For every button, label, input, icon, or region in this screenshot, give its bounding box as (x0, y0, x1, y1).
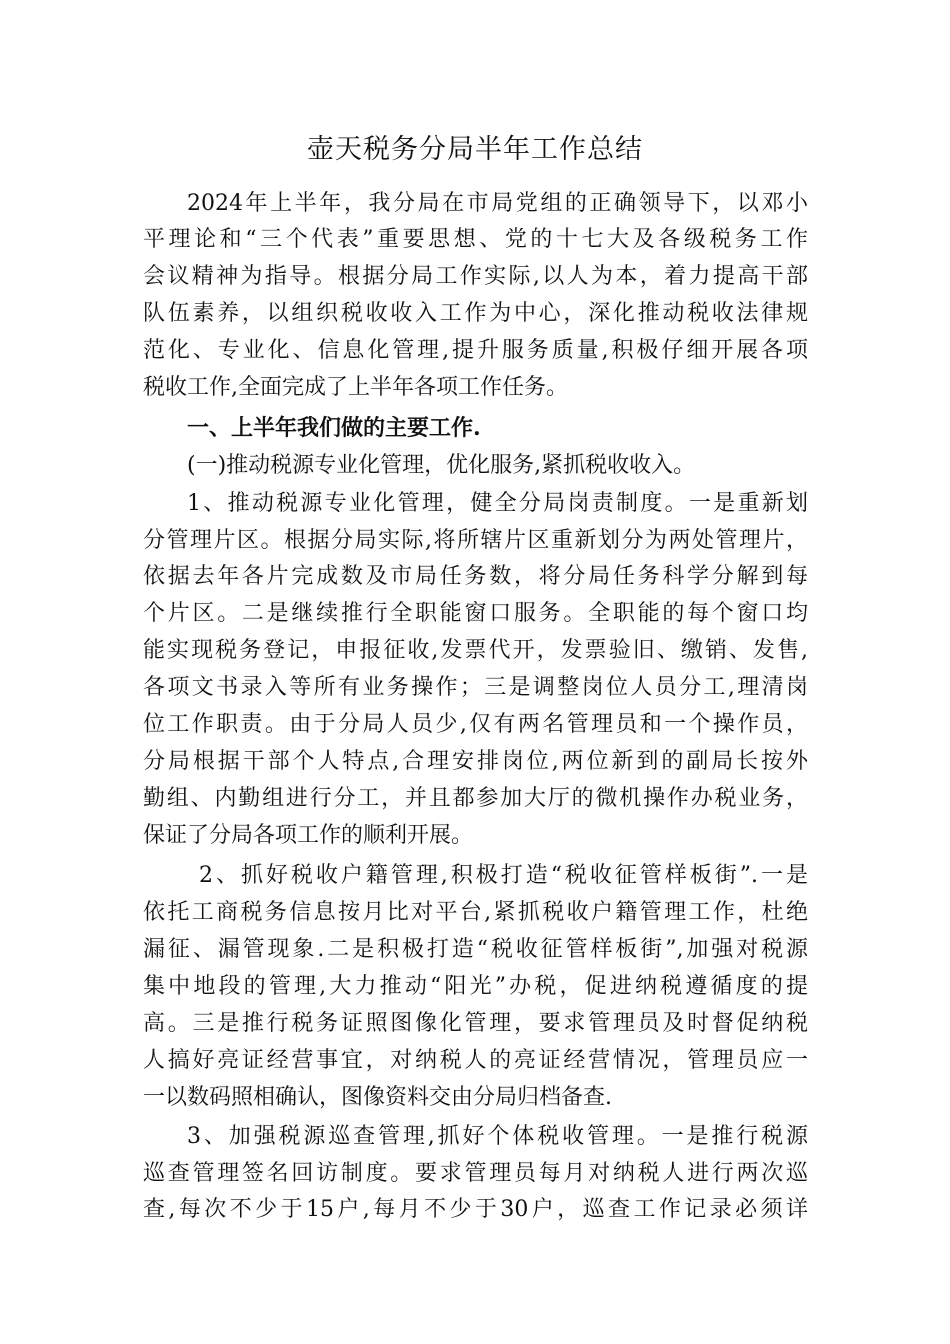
paragraph-line: 查,每次不少于15户,每月不少于30户，巡查工作记录必须详 (143, 1197, 808, 1222)
paragraph-line: 2、抓好税收户籍管理,积极打造“税收征管样板街”.一是 (199, 863, 808, 888)
paragraph-line: 各项文书录入等所有业务操作；三是调整岗位人员分工,理清岗 (143, 675, 808, 700)
paragraph-line: 集中地段的管理,大力推动“阳光”办税，促进纳税遵循度的提 (143, 974, 808, 999)
paragraph-line: 1、推动税源专业化管理，健全分局岗责制度。一是重新划 (187, 491, 808, 516)
paragraph-line: 勤组、内勤组进行分工，并且都参加大厅的微机操作办税业务， (143, 786, 808, 811)
paragraph-line: 巡查管理签名回访制度。要求管理员每月对纳税人进行两次巡 (143, 1161, 808, 1186)
document-title: 壶天税务分局半年工作总结 (307, 134, 643, 165)
paragraph-line: 会议精神为指导。根据分局工作实际,以人为本，着力提高干部 (143, 264, 808, 289)
paragraph-line: 平理论和“三个代表”重要思想、党的十七大及各级税务工作 (143, 227, 808, 252)
paragraph-line: 人搞好亮证经营事宜，对纳税人的亮证经营情况，管理员应一 (143, 1048, 808, 1073)
paragraph-line: 能实现税务登记，申报征收,发票代开，发票验旧、缴销、发售, (143, 638, 808, 663)
paragraph-line: 分局根据干部个人特点,合理安排岗位,两位新到的副局长按外 (143, 749, 808, 774)
paragraph-line: 分管理片区。根据分局实际,将所辖片区重新划分为两处管理片， (143, 528, 808, 553)
paragraph-line: 个片区。二是继续推行全职能窗口服务。全职能的每个窗口均 (143, 601, 808, 626)
paragraph-line: 队伍素养，以组织税收收入工作为中心，深化推动税收法律规 (143, 301, 808, 326)
paragraph-line: 保证了分局各项工作的顺利开展。 (143, 823, 474, 848)
paragraph-line: 范化、专业化、信息化管理,提升服务质量,积极仔细开展各项 (143, 338, 808, 363)
paragraph-line: 税收工作,全面完成了上半年各项工作任务。 (143, 375, 568, 400)
paragraph-line: 3、加强税源巡查管理,抓好个体税收管理。一是推行税源 (187, 1124, 808, 1149)
paragraph-line: 一以数码照相确认，图像资料交由分局归档备查. (143, 1085, 612, 1110)
paragraph-line: 2024年上半年，我分局在市局党组的正确领导下，以邓小 (187, 191, 808, 216)
paragraph-line: (一)推动税源专业化管理，优化服务,紧抓税收收入。 (187, 453, 696, 478)
paragraph-line: 高。三是推行税务证照图像化管理，要求管理员及时督促纳税 (143, 1011, 808, 1036)
paragraph-line: 依托工商税务信息按月比对平台,紧抓税收户籍管理工作，杜绝 (143, 900, 808, 925)
paragraph-line: 漏征、漏管现象.二是积极打造“税收征管样板街”,加强对税源 (143, 937, 808, 962)
paragraph-line: 位工作职责。由于分局人员少,仅有两名管理员和一个操作员， (143, 712, 808, 737)
paragraph-line: 依据去年各片完成数及市局任务数，将分局任务科学分解到每 (143, 564, 808, 589)
paragraph-line: 一、上半年我们做的主要工作. (187, 415, 481, 441)
